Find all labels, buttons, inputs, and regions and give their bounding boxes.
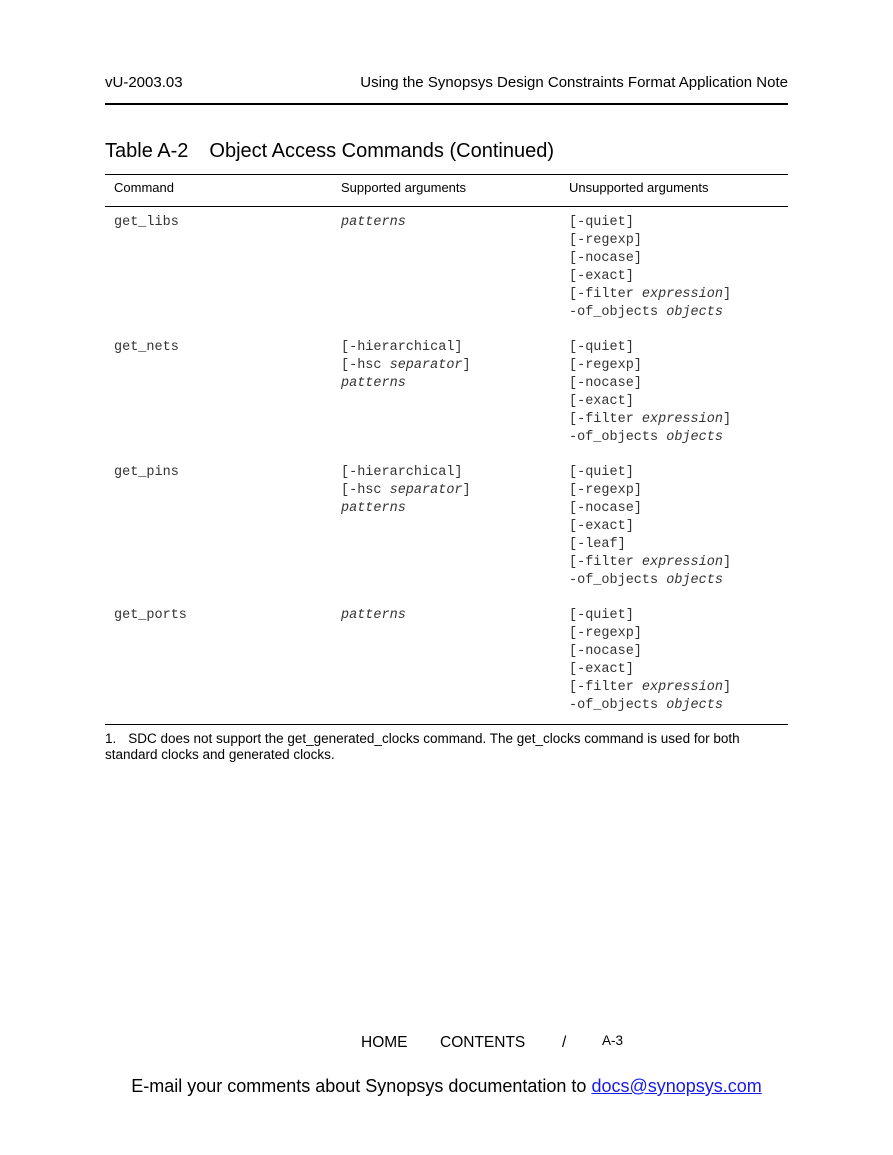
table-title: Object Access Commands (Continued) <box>209 140 554 162</box>
argument-line <box>569 357 731 375</box>
argument-text: -of_objects <box>569 698 667 713</box>
argument-text: ] <box>722 287 732 302</box>
argument-text: [-regexp] <box>569 358 642 373</box>
command-name: get_libs <box>114 215 179 230</box>
argument-text: [-hierarchical] <box>341 465 463 480</box>
argument-placeholder: expression <box>641 412 723 427</box>
argument-line <box>341 482 471 500</box>
argument-placeholder: patterns <box>341 376 406 391</box>
argument-text: [-hsc <box>341 358 390 373</box>
argument-text: ] <box>462 483 471 498</box>
argument-text: [-nocase] <box>569 644 642 659</box>
table-body <box>105 214 788 732</box>
argument-text: ] <box>462 358 471 373</box>
argument-line <box>569 661 731 679</box>
argument-text: [-quiet] <box>569 465 634 480</box>
unsupported-arguments-cell <box>569 464 731 590</box>
argument-text: [-regexp] <box>569 626 642 641</box>
argument-text: [-filter <box>569 555 642 570</box>
supported-arguments-cell <box>341 607 406 625</box>
argument-line <box>341 339 471 357</box>
argument-text: -of_objects <box>569 573 667 588</box>
unsupported-arguments-cell <box>569 214 731 322</box>
argument-line <box>341 357 471 375</box>
table-row <box>105 339 788 447</box>
argument-text: [-exact] <box>569 269 634 284</box>
page-header <box>105 74 788 94</box>
argument-text: [-nocase] <box>569 376 642 391</box>
argument-line <box>569 643 731 661</box>
argument-line <box>341 607 406 625</box>
argument-text: [-exact] <box>569 662 634 677</box>
argument-line <box>569 679 731 697</box>
argument-text: [-exact] <box>569 394 634 409</box>
unsupported-arguments-cell <box>569 339 731 447</box>
argument-placeholder: objects <box>666 305 723 320</box>
argument-line <box>341 375 471 393</box>
argument-line <box>569 393 731 411</box>
argument-placeholder: objects <box>666 430 723 445</box>
argument-text: ] <box>722 555 732 570</box>
command-name: get_nets <box>114 340 179 355</box>
argument-text: [-filter <box>569 680 642 695</box>
nav-separator: / <box>562 1034 567 1051</box>
argument-line <box>569 429 731 447</box>
argument-line <box>341 500 471 518</box>
table-row <box>105 607 788 715</box>
argument-line <box>569 536 731 554</box>
argument-line <box>569 268 731 286</box>
argument-text: -of_objects <box>569 430 667 445</box>
argument-line <box>569 625 731 643</box>
argument-line <box>569 304 731 322</box>
supported-arguments-cell <box>341 214 406 232</box>
feedback-line <box>0 1076 893 1097</box>
argument-placeholder: separator <box>389 483 463 498</box>
argument-text: [-leaf] <box>569 537 626 552</box>
table-row <box>105 464 788 590</box>
argument-text: [-hierarchical] <box>341 340 463 355</box>
argument-line <box>569 464 731 482</box>
argument-line <box>569 518 731 536</box>
command-cell <box>114 214 179 232</box>
page-nav <box>0 1034 893 1054</box>
argument-line <box>569 286 731 304</box>
argument-text: [-regexp] <box>569 483 642 498</box>
email-link[interactable]: docs@synopsys.com <box>591 1076 762 1096</box>
argument-placeholder: patterns <box>341 501 406 516</box>
supported-arguments-cell <box>341 339 471 393</box>
argument-line <box>341 464 471 482</box>
header-rule <box>105 103 788 105</box>
argument-placeholder: patterns <box>341 608 406 623</box>
argument-line <box>569 572 731 590</box>
argument-placeholder: expression <box>641 555 723 570</box>
argument-placeholder: patterns <box>341 215 406 230</box>
footnote <box>105 731 788 763</box>
supported-arguments-cell <box>341 464 471 518</box>
argument-line <box>569 214 731 232</box>
footnote-number: 1. <box>105 731 117 746</box>
argument-text: [-regexp] <box>569 233 642 248</box>
table-header-rule <box>105 206 788 207</box>
argument-text: [-nocase] <box>569 251 642 266</box>
argument-text: [-quiet] <box>569 215 634 230</box>
footnote-text: SDC does not support the get_generated_clocks command. The get_clocks command is used for both standard clocks and generated clocks. <box>105 731 740 762</box>
page-number: A-3 <box>602 1033 624 1048</box>
doc-title: Using the Synopsys Design Constraints Format Application Note <box>360 74 788 91</box>
column-header-supported: Supported arguments <box>341 180 467 195</box>
argument-line <box>569 554 731 572</box>
home-link[interactable]: HOME <box>361 1034 408 1051</box>
argument-line <box>569 232 731 250</box>
table-bottom-rule <box>105 724 788 725</box>
argument-text: [-hsc <box>341 483 390 498</box>
argument-line <box>569 411 731 429</box>
argument-text: -of_objects <box>569 305 667 320</box>
argument-line <box>341 214 406 232</box>
command-name: get_ports <box>114 608 187 623</box>
table-top-rule <box>105 174 788 175</box>
contents-link[interactable]: CONTENTS <box>440 1034 526 1051</box>
argument-placeholder: expression <box>641 287 723 302</box>
argument-line <box>569 697 731 715</box>
argument-text: [-quiet] <box>569 340 634 355</box>
column-header-command: Command <box>114 180 174 195</box>
feedback-text: E-mail your comments about Synopsys documentation to <box>131 1076 592 1096</box>
command-name: get_pins <box>114 465 179 480</box>
table-caption <box>105 140 554 163</box>
argument-text: [-filter <box>569 412 642 427</box>
argument-placeholder: expression <box>641 680 723 695</box>
argument-placeholder: separator <box>389 358 463 373</box>
command-cell <box>114 464 179 482</box>
argument-line <box>569 482 731 500</box>
table-header <box>105 180 788 200</box>
argument-text: [-nocase] <box>569 501 642 516</box>
command-cell <box>114 607 187 625</box>
argument-line <box>569 339 731 357</box>
column-header-unsupported: Unsupported arguments <box>569 180 709 195</box>
argument-text: [-quiet] <box>569 608 634 623</box>
argument-line <box>569 500 731 518</box>
command-cell <box>114 339 179 357</box>
argument-line <box>569 375 731 393</box>
doc-version: vU-2003.03 <box>105 74 183 91</box>
argument-text: [-exact] <box>569 519 634 534</box>
argument-placeholder: objects <box>666 698 723 713</box>
argument-text: ] <box>722 412 732 427</box>
argument-placeholder: objects <box>666 573 723 588</box>
argument-line <box>569 607 731 625</box>
unsupported-arguments-cell <box>569 607 731 715</box>
table-row <box>105 214 788 322</box>
argument-text: ] <box>722 680 732 695</box>
argument-text: [-filter <box>569 287 642 302</box>
table-number: Table A-2 <box>105 140 189 162</box>
argument-line <box>569 250 731 268</box>
